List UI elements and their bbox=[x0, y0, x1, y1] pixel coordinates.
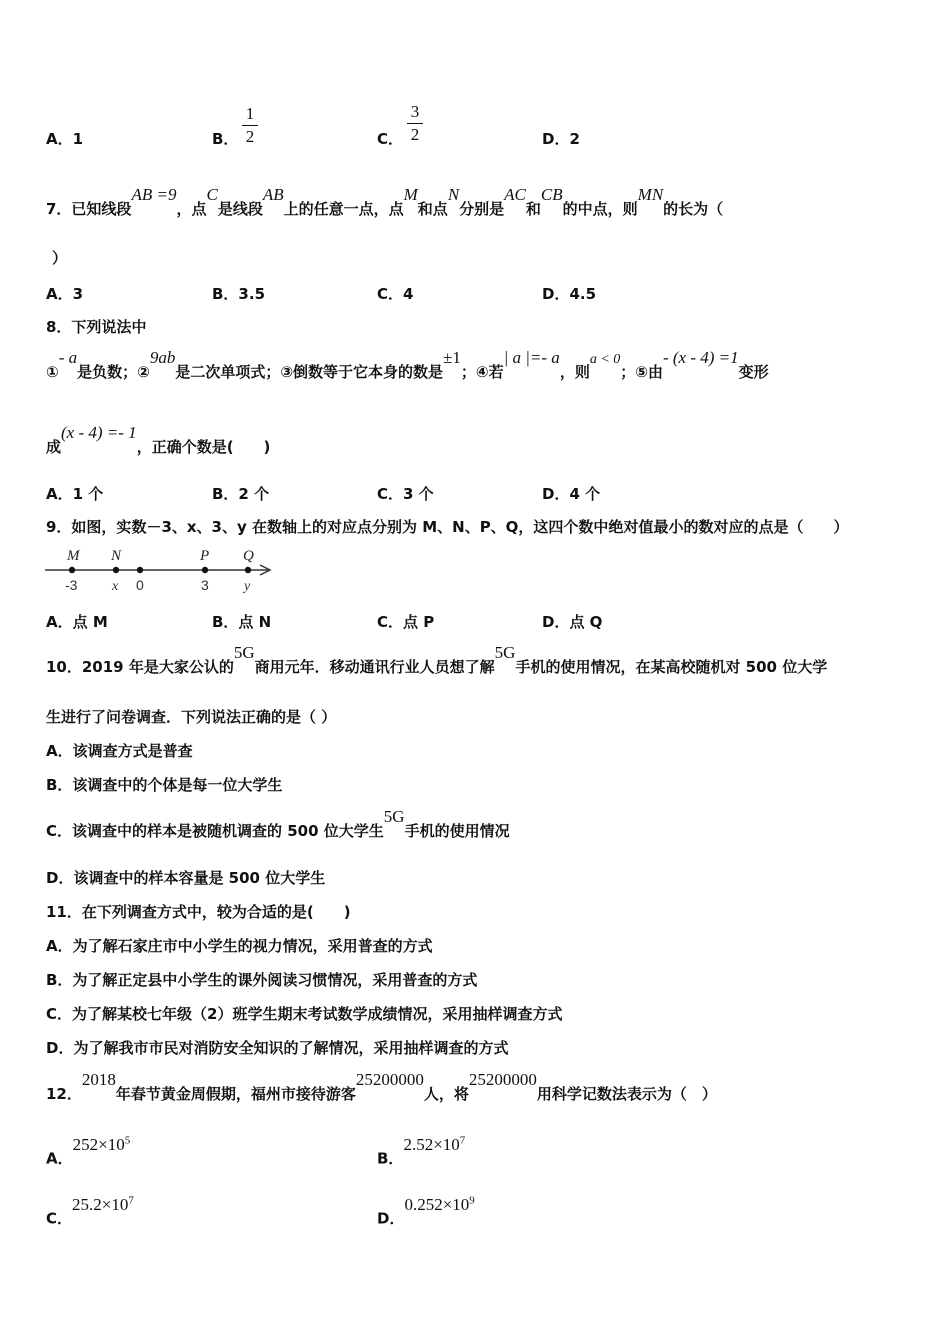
q10-option-a: A．该调查方式是普查 bbox=[46, 742, 193, 760]
q12-option-d: D．$0.252\times 10^9$ bbox=[377, 1194, 475, 1228]
q7-close-paren: ） bbox=[52, 249, 68, 267]
q9-option-b: B．点 N bbox=[212, 613, 272, 631]
point-label-n: N bbox=[111, 548, 122, 564]
q8-option-c: C．3 个 bbox=[377, 485, 434, 503]
q11-option-b: B．为了解正定县中小学生的课外阅读习惯情况，采用普查的方式 bbox=[46, 971, 478, 989]
tick-label-0: 0 bbox=[136, 577, 144, 593]
tick-label-y: y bbox=[244, 579, 251, 594]
q6-b-numerator: 1 bbox=[245, 104, 255, 123]
q6-option-c-label: C． bbox=[377, 130, 404, 148]
point-label-q: Q bbox=[243, 548, 254, 564]
q10-option-d: D．该调查中的样本容量是 500 位大学生 bbox=[46, 869, 326, 887]
q12-option-a: A．$252\times 10^5$ bbox=[46, 1134, 131, 1168]
q6-c-numerator: 3 bbox=[410, 102, 420, 121]
tick-label-x: x bbox=[112, 579, 119, 594]
q6-option-b-fraction bbox=[242, 104, 258, 147]
point-n bbox=[113, 567, 119, 573]
q12-option-b: B．$2.52\times 10^7$ bbox=[377, 1134, 466, 1168]
q11-stem: 11．在下列调查方式中，较为合适的是( ) bbox=[46, 903, 351, 921]
q7-option-a: A．3 bbox=[46, 285, 84, 303]
point-p bbox=[202, 567, 208, 573]
q9-number-line bbox=[40, 540, 280, 600]
q6-option-a: A．1 bbox=[46, 130, 84, 148]
q11-option-c: C．为了解某校七年级（2）班学生期末考试数学成绩情况，采用抽样调查方式 bbox=[46, 1005, 563, 1023]
point-q bbox=[245, 567, 251, 573]
point-m bbox=[69, 567, 75, 573]
q6-option-d: D．2 bbox=[542, 130, 580, 148]
q6-b-denominator: 2 bbox=[245, 127, 255, 146]
q8-option-b: B．2 个 bbox=[212, 485, 270, 503]
q11-option-d: D．为了解我市市民对消防安全知识的了解情况，采用抽样调查的方式 bbox=[46, 1039, 509, 1057]
q9-option-c: C．点 P bbox=[377, 613, 435, 631]
q10-option-c: C．该调查中的样本是被随机调查的 500 位大学生5G手机的使用情况 bbox=[46, 807, 510, 840]
q10-option-b: B．该调查中的个体是每一位大学生 bbox=[46, 776, 283, 794]
q12-option-c: C．$25.2\times 10^7$ bbox=[46, 1194, 134, 1228]
q7-stem: 7．已知线段AB =9，点C是线段AB上的任意一点，点M和点N分别是AC和CB的中点，则MN的长为（ bbox=[46, 185, 724, 218]
point-origin bbox=[137, 567, 143, 573]
q11-option-a: A．为了解石家庄市中小学生的视力情况，采用普查的方式 bbox=[46, 937, 433, 955]
q6-option-c-fraction bbox=[407, 102, 423, 145]
q9-option-d: D．点 Q bbox=[542, 613, 603, 631]
q10-stem: 10．2019 年是大家公认的5G商用元年．移动通讯行业人员想了解5G手机的使用情况，在某高校随机对 500 位大学 bbox=[46, 643, 828, 676]
q9-option-a: A．点 M bbox=[46, 613, 108, 631]
q6-c-denominator: 2 bbox=[410, 125, 420, 144]
q9-stem: 9．如图，实数－3、x、3、y 在数轴上的对应点分别为 M、N、P、Q，这四个数中绝对值最小的数对应的点是（ ） bbox=[46, 518, 849, 536]
point-label-p: P bbox=[200, 548, 210, 564]
q6-option-b-label: B． bbox=[212, 130, 239, 148]
tick-label-3: 3 bbox=[201, 577, 209, 593]
q10-stem-cont: 生进行了问卷调查．下列说法正确的是（ ） bbox=[46, 708, 337, 726]
point-label-m: M bbox=[67, 548, 80, 564]
q8-option-a: A．1 个 bbox=[46, 485, 104, 503]
q8-statements-cont: 成(x - 4) =- 1，正确个数是( ) bbox=[46, 423, 271, 456]
q8-statements: ①- a是负数；②9ab是二次单项式；③倒数等于它本身的数是±1；④若| a |=- a，则a < 0；⑤由- (x - 4) =1变形 bbox=[46, 348, 769, 381]
q12-stem: 12．2018年春节黄金周假期，福州市接待游客25200000人，将25200000用科学记数法表示为（ ） bbox=[46, 1070, 717, 1103]
tick-label-neg3: -3 bbox=[65, 577, 78, 593]
q7-option-b: B．3.5 bbox=[212, 285, 266, 303]
q7-option-c: C．4 bbox=[377, 285, 414, 303]
q8-option-d: D．4 个 bbox=[542, 485, 601, 503]
q7-option-d: D．4.5 bbox=[542, 285, 597, 303]
q8-title: 8．下列说法中 bbox=[46, 318, 147, 336]
